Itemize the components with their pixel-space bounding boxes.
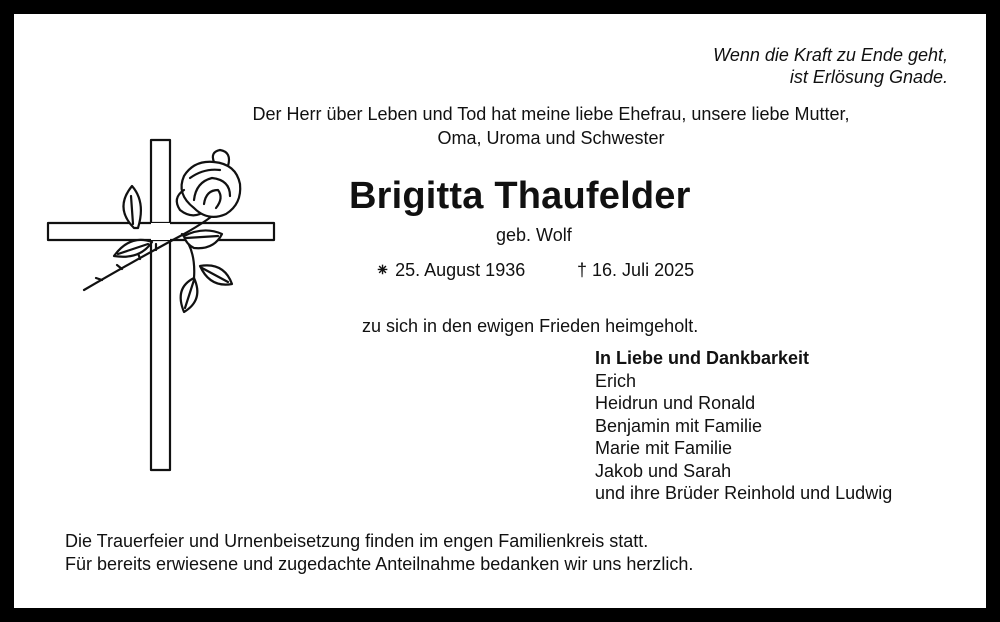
closing-text: zu sich in den ewigen Frieden heimgeholt.: [362, 316, 699, 336]
death-date: 16. Juli 2025: [592, 260, 695, 280]
signature-name: Jakob und Sarah: [595, 460, 732, 481]
notice-line-1: Die Trauerfeier und Urnenbeisetzung finden im engen Familienkreis statt.: [65, 531, 649, 551]
obituary-card: [14, 14, 986, 608]
intro-line-2: Oma, Uroma und Schwester: [437, 128, 665, 148]
notice-text: [65, 530, 693, 576]
deceased-name: Brigitta Thaufelder: [349, 175, 691, 217]
motto: [713, 44, 948, 88]
death-cross-icon: †: [577, 260, 588, 280]
motto-line-1: Wenn die Kraft zu Ende geht,: [713, 45, 948, 65]
death-info: [577, 259, 694, 281]
birth-info: [375, 259, 525, 281]
signature-name: Marie mit Familie: [595, 438, 733, 458]
signature-heading: In Liebe und Dankbarkeit: [595, 348, 810, 368]
notice-line-2: Für bereits erwiesene und zugedachte Anteilnahme bedanken wir uns herzlich.: [65, 554, 694, 574]
birth-date: 25. August 1936: [395, 260, 526, 280]
signature-name: und ihre Brüder Reinhold und Ludwig: [595, 483, 893, 503]
cross-with-rose-icon: [44, 138, 284, 479]
birth-name: geb. Wolf: [496, 225, 572, 245]
intro-line-1: Der Herr über Leben und Tod hat meine liebe Ehefrau, unsere liebe Mutter,: [252, 104, 850, 124]
birth-star-icon: ⁕: [375, 260, 391, 280]
signature-name: Heidrun und Ronald: [595, 393, 756, 413]
signature-name: Benjamin mit Familie: [595, 415, 763, 436]
signature-block: [595, 347, 892, 505]
signature-name: Erich: [595, 370, 637, 391]
motto-line-2: ist Erlösung Gnade.: [789, 67, 948, 87]
